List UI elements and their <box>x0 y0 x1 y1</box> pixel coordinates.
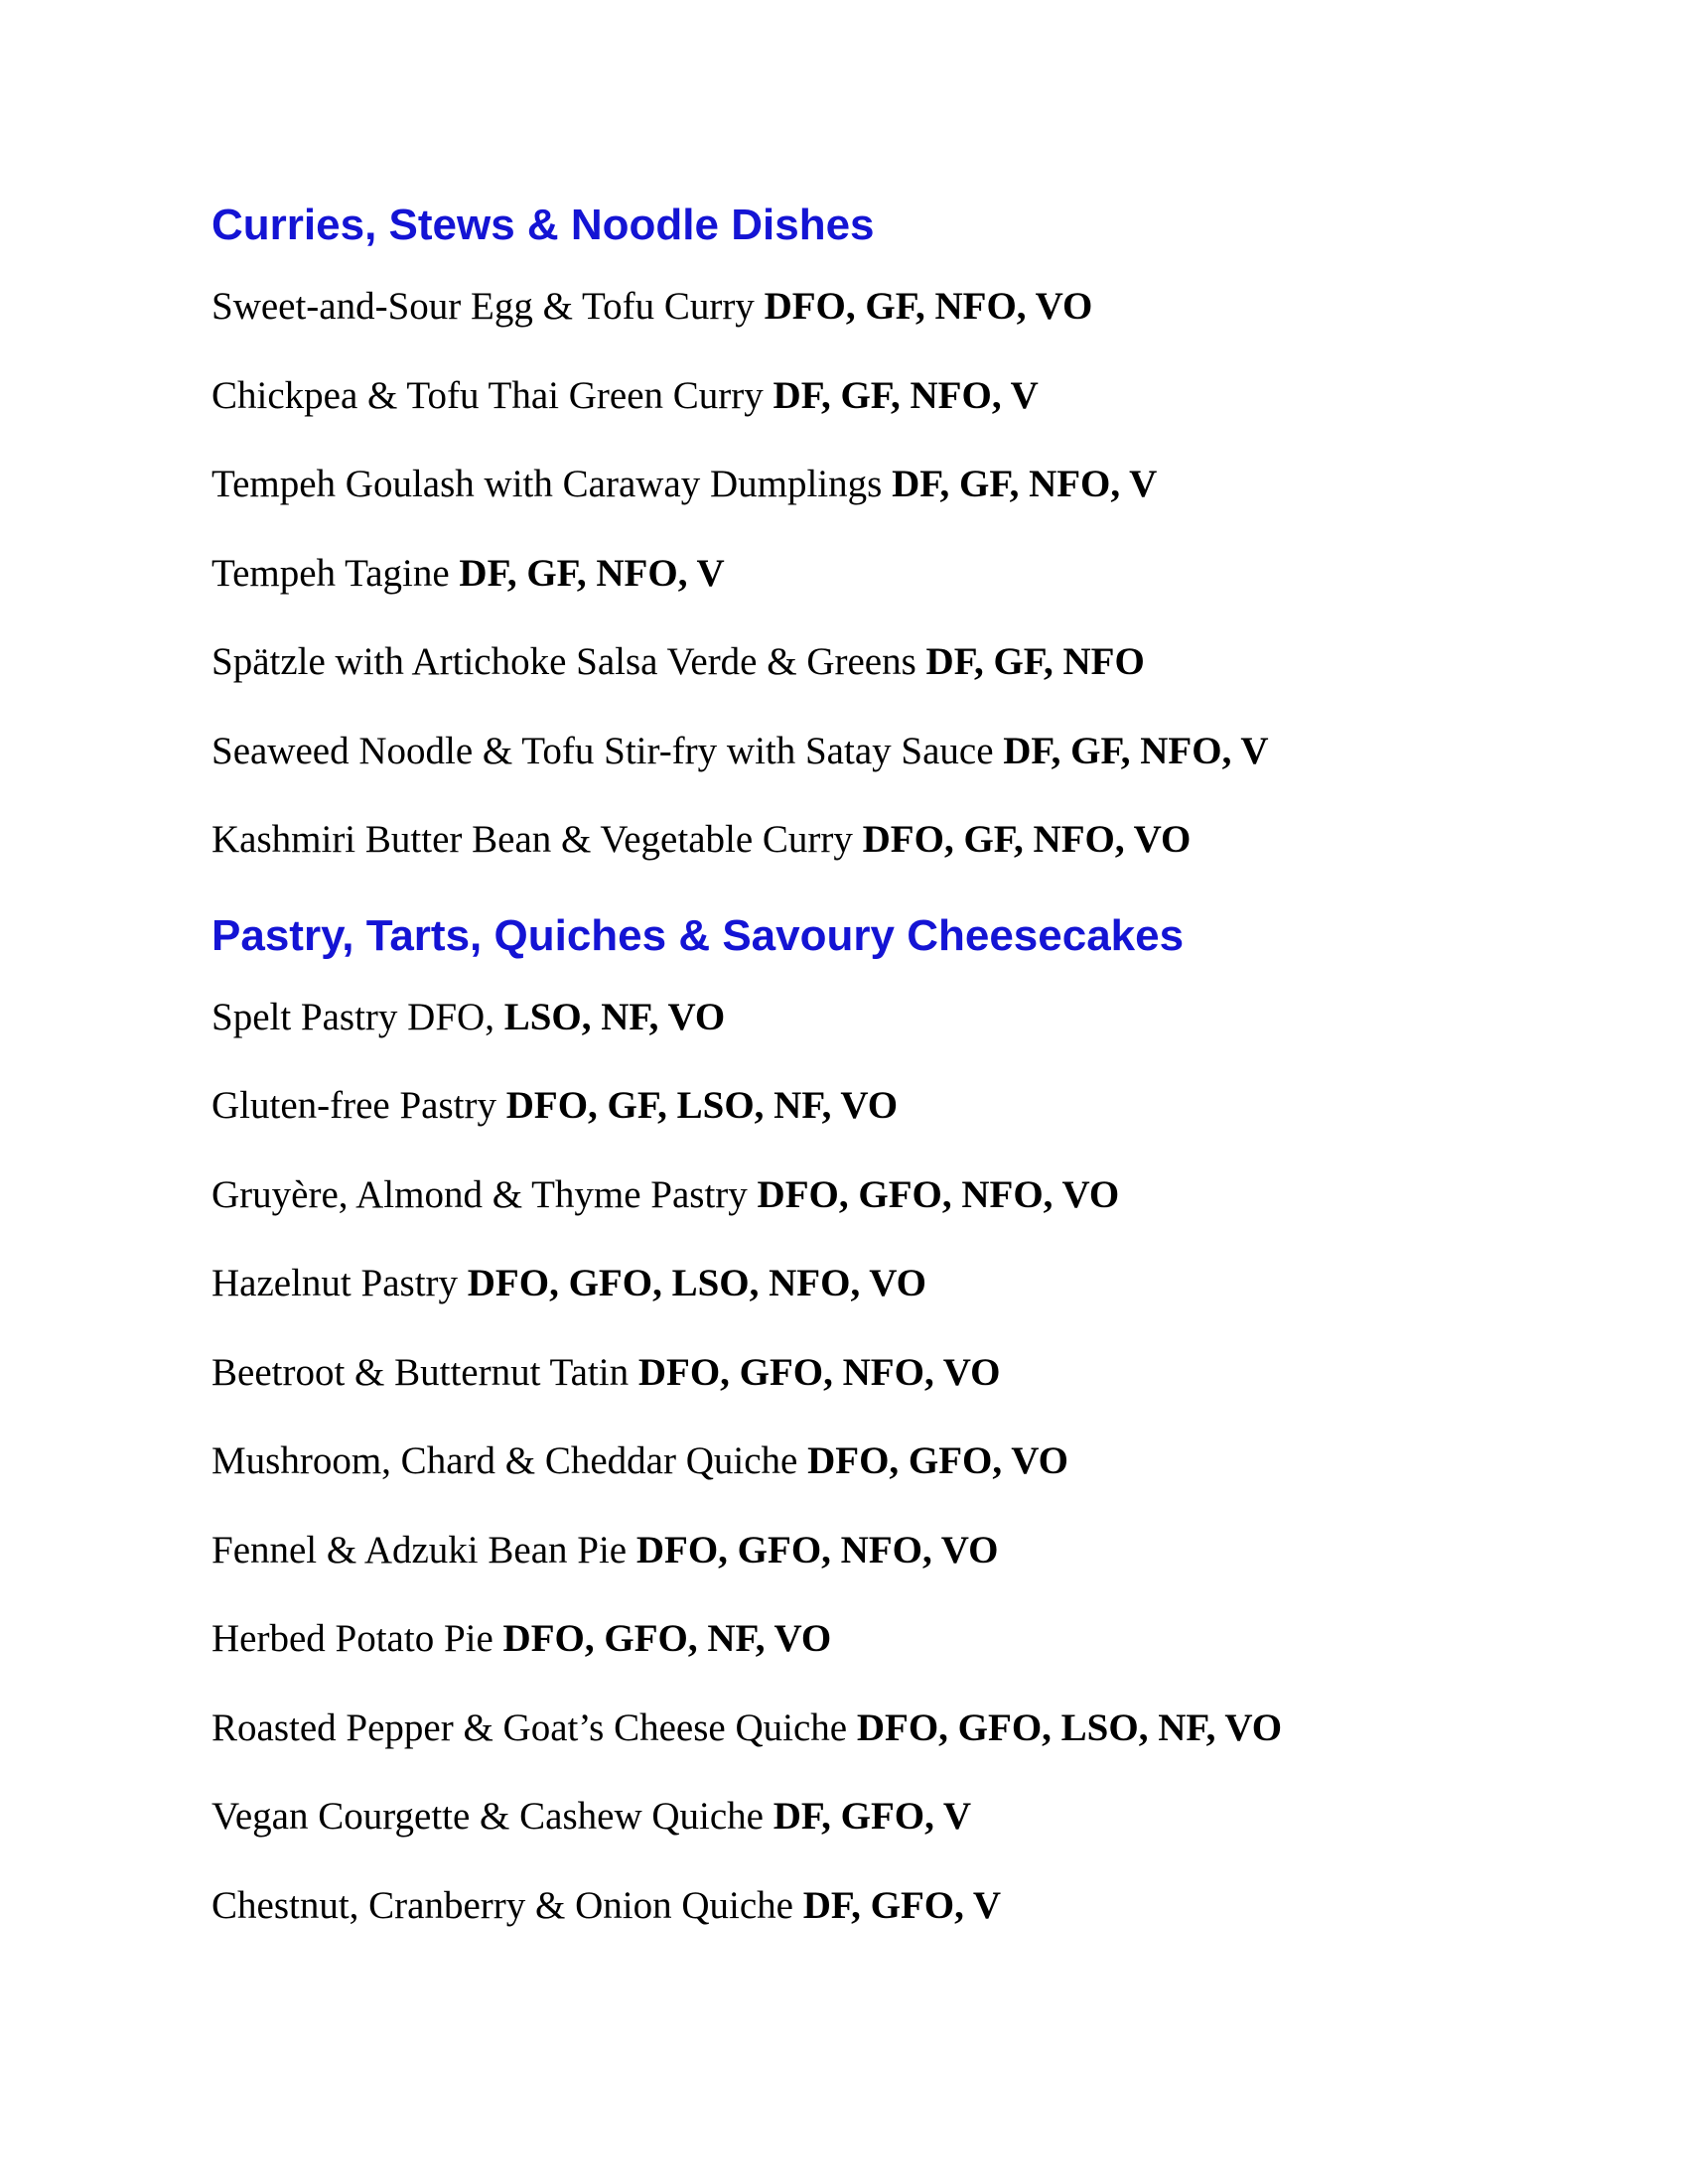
dish-item <box>211 1170 1502 1220</box>
menu-page <box>211 194 1502 1970</box>
section-heading: Curries, Stews & Noodle Dishes <box>211 201 875 249</box>
dietary-tags: DF, GF, NFO, V <box>1003 729 1269 772</box>
dish-name: Tempeh Goulash with Caraway Dumplings <box>211 463 883 505</box>
dietary-tags: DFO, GFO, NF, VO <box>502 1617 832 1660</box>
dish-item <box>211 1614 1502 1664</box>
dish-name: Mushroom, Chard & Cheddar Quiche <box>211 1439 798 1482</box>
dietary-tags: DFO, GF, NFO, VO <box>862 818 1192 861</box>
dish-item <box>211 637 1502 687</box>
dish-item <box>211 549 1502 599</box>
dish-item <box>211 1792 1502 1842</box>
dietary-tags: DF, GF, NFO <box>925 640 1145 683</box>
section-curries-stews-noodles <box>211 194 1502 865</box>
dish-name: Chestnut, Cranberry & Onion Quiche <box>211 1883 793 1927</box>
dietary-tags: DFO, GFO, LSO, NF, VO <box>856 1706 1283 1749</box>
dish-name: Hazelnut Pastry <box>211 1262 459 1304</box>
dietary-tags: DF, GFO, V <box>773 1795 972 1838</box>
dish-name: Sweet-and-Sour Egg & Tofu Curry <box>211 285 755 328</box>
dish-item <box>211 1704 1502 1753</box>
dietary-tags: DFO, GF, NFO, VO <box>764 285 1093 328</box>
dish-name: Herbed Potato Pie <box>211 1617 493 1660</box>
dish-name: Gluten-free Pastry <box>211 1084 496 1127</box>
dietary-tags: DFO, GFO, NFO, VO <box>635 1528 999 1571</box>
dietary-tags: DFO, GFO, NFO, VO <box>757 1172 1120 1216</box>
dish-name: Gruyère, Almond & Thyme Pastry <box>211 1172 748 1216</box>
dish-name: Roasted Pepper & Goat’s Cheese Quiche <box>211 1706 848 1749</box>
dietary-tags: DF, GF, NFO, V <box>773 373 1039 417</box>
dish-list <box>211 993 1502 1931</box>
dish-item <box>211 727 1502 776</box>
section-pastry-tarts-quiches <box>211 904 1502 1931</box>
dish-name: Beetroot & Butternut Tatin <box>211 1350 630 1394</box>
dish-name: Vegan Courgette & Cashew Quiche <box>211 1795 764 1838</box>
section-heading: Pastry, Tarts, Quiches & Savoury Cheesecakes <box>211 910 1185 960</box>
dish-item <box>211 1526 1502 1575</box>
dietary-tags: DFO, GF, LSO, NF, VO <box>505 1084 899 1127</box>
dietary-tags: DF, GFO, V <box>802 1883 1002 1927</box>
dish-item <box>211 1881 1502 1931</box>
dish-item <box>211 1259 1502 1308</box>
dish-name: Seaweed Noodle & Tofu Stir-fry with Satay Sauce <box>211 729 994 772</box>
dish-name: Tempeh Tagine <box>211 551 450 595</box>
dish-item <box>211 1436 1502 1486</box>
dish-name: Spelt Pastry DFO, <box>211 995 494 1038</box>
dish-list <box>211 282 1502 865</box>
dish-item <box>211 1348 1502 1398</box>
dish-name: Spätzle with Artichoke Salsa Verde & Greens <box>211 640 916 683</box>
dietary-tags: DFO, GFO, LSO, NFO, VO <box>467 1262 926 1304</box>
dish-item <box>211 993 1502 1042</box>
dietary-tags: DFO, GFO, NFO, VO <box>637 1350 1001 1394</box>
dish-item <box>211 1081 1502 1131</box>
dish-name: Kashmiri Butter Bean & Vegetable Curry <box>211 818 853 861</box>
dish-item <box>211 460 1502 509</box>
dietary-tags: DF, GF, NFO, V <box>459 551 725 595</box>
dietary-tags: DF, GF, NFO, V <box>892 463 1158 505</box>
dietary-tags: LSO, NF, VO <box>503 995 726 1038</box>
dish-name: Chickpea & Tofu Thai Green Curry <box>211 373 764 417</box>
dish-item <box>211 815 1502 865</box>
dish-name: Fennel & Adzuki Bean Pie <box>211 1528 628 1571</box>
dish-item <box>211 282 1502 332</box>
dietary-tags: DFO, GFO, VO <box>807 1439 1068 1482</box>
dish-item <box>211 371 1502 421</box>
